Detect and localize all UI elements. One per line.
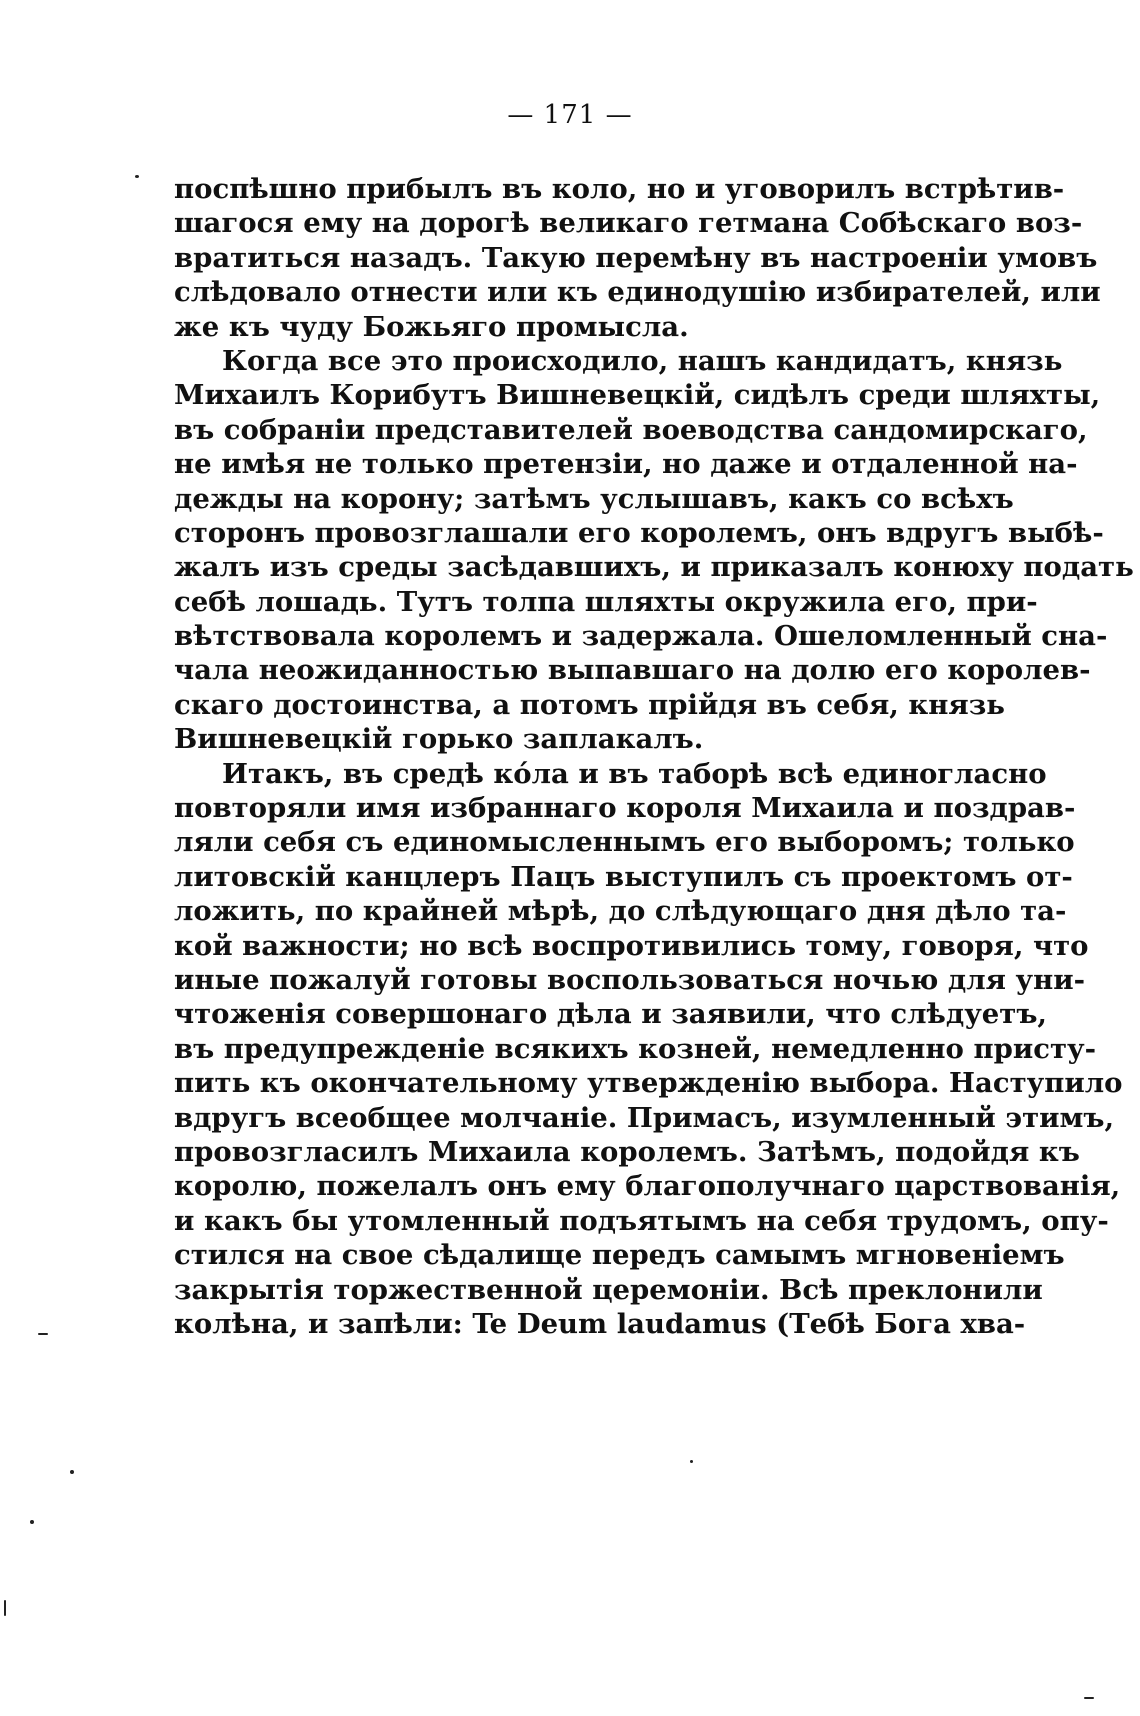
scan-speck (1084, 1697, 1094, 1699)
page-number: — 171 — (507, 100, 633, 130)
text-line: вратиться назадъ. Такую перемѣну въ настроеніи умовъ (174, 241, 1098, 274)
scan-speck (4, 1600, 6, 1616)
text-line: литовскій канцлеръ Пацъ выступилъ съ проектомъ от- (174, 860, 1073, 893)
body-text (174, 172, 1134, 1341)
text-line: кой важности; но всѣ воспротивились тому, говоря, что (174, 929, 1089, 962)
text-line: Итакъ, въ средѣ кóла и въ таборѣ всѣ единогласно (222, 757, 1047, 790)
text-line: иные пожалуй готовы воспользоваться ночью для уни- (174, 963, 1086, 996)
text-line: и какъ бы утомленный подъятымъ на себя трудомъ, опу- (174, 1204, 1109, 1237)
text-line: ложить, по крайней мѣрѣ, до слѣдующаго дня дѣло та- (174, 895, 1067, 928)
text-line: сторонъ провозглашали его королемъ, онъ вдругъ выбѣ- (174, 516, 1104, 549)
text-line: жалъ изъ среды засѣдавшихъ, и приказалъ конюху подать (174, 551, 1134, 584)
text-line: пить къ окончательному утвержденію выбора. Наступило (174, 1067, 1123, 1100)
text-line: провозгласилъ Михаила королемъ. Затѣмъ, подойдя къ (174, 1135, 1080, 1168)
text-line: скаго достоинства, а потомъ прійдя въ себя, князь (174, 688, 1005, 721)
text-line: Михаилъ Корибутъ Вишневецкій, сидѣлъ среди шляхты, (174, 379, 1101, 412)
text-line: колѣна, и запѣли: Te Deum laudamus (Тебѣ Бога хва- (174, 1307, 1026, 1340)
scan-speck (30, 1520, 34, 1524)
text-line: повторяли имя избраннаго короля Михаила и поздрав- (174, 792, 1076, 825)
text-line: вѣтствовала королемъ и задержала. Ошеломленный сна- (174, 620, 1108, 653)
text-line: слѣдовало отнести или къ единодушію избирателей, или (174, 276, 1101, 309)
text-line: же къ чуду Божьяго промысла. (174, 310, 689, 343)
text-line: ляли себя съ единомысленнымъ его выборомъ; только (174, 826, 1075, 859)
text-line: въ собраніи представителей воеводства сандомирскаго, (174, 413, 1088, 446)
text-line: поспѣшно прибылъ въ коло, но и уговорилъ встрѣтив- (174, 173, 1065, 205)
text-line: королю, пожелалъ онъ ему благополучнаго царствованія, (174, 1170, 1121, 1203)
scan-speck (690, 1460, 693, 1463)
text-line: Когда все это происходило, нашъ кандидатъ, князь (222, 344, 1063, 377)
text-line: Вишневецкій горько заплакалъ. (174, 723, 704, 756)
text-line: чтоженія совершонаго дѣла и заявили, что слѣдуетъ, (174, 998, 1048, 1031)
text-line: себѣ лошадь. Тутъ толпа шляхты окружила его, при- (174, 585, 1038, 618)
scan-speck (70, 1470, 74, 1474)
text-line: стился на свое сѣдалище передъ самымъ мгновеніемъ (174, 1239, 1065, 1272)
text-line: шагося ему на дорогѣ великаго гетмана Собѣскаго воз- (174, 207, 1083, 240)
text-line: чала неожиданностью выпавшаго на долю его королев- (174, 654, 1091, 687)
text-line: не имѣя не только претензіи, но даже и отдаленной на- (174, 448, 1078, 481)
scan-speck (38, 1333, 48, 1335)
text-line: вдругъ всеобщее молчаніе. Примасъ, изумленный этимъ, (174, 1101, 1115, 1134)
text-line: въ предупрежденіе всякихъ козней, немедленно присту- (174, 1032, 1097, 1065)
scan-speck (135, 175, 139, 178)
text-line: закрытія торжественной церемоніи. Всѣ преклонили (174, 1273, 1043, 1306)
text-line: дежды на корону; затѣмъ услышавъ, какъ со всѣхъ (174, 482, 1014, 515)
